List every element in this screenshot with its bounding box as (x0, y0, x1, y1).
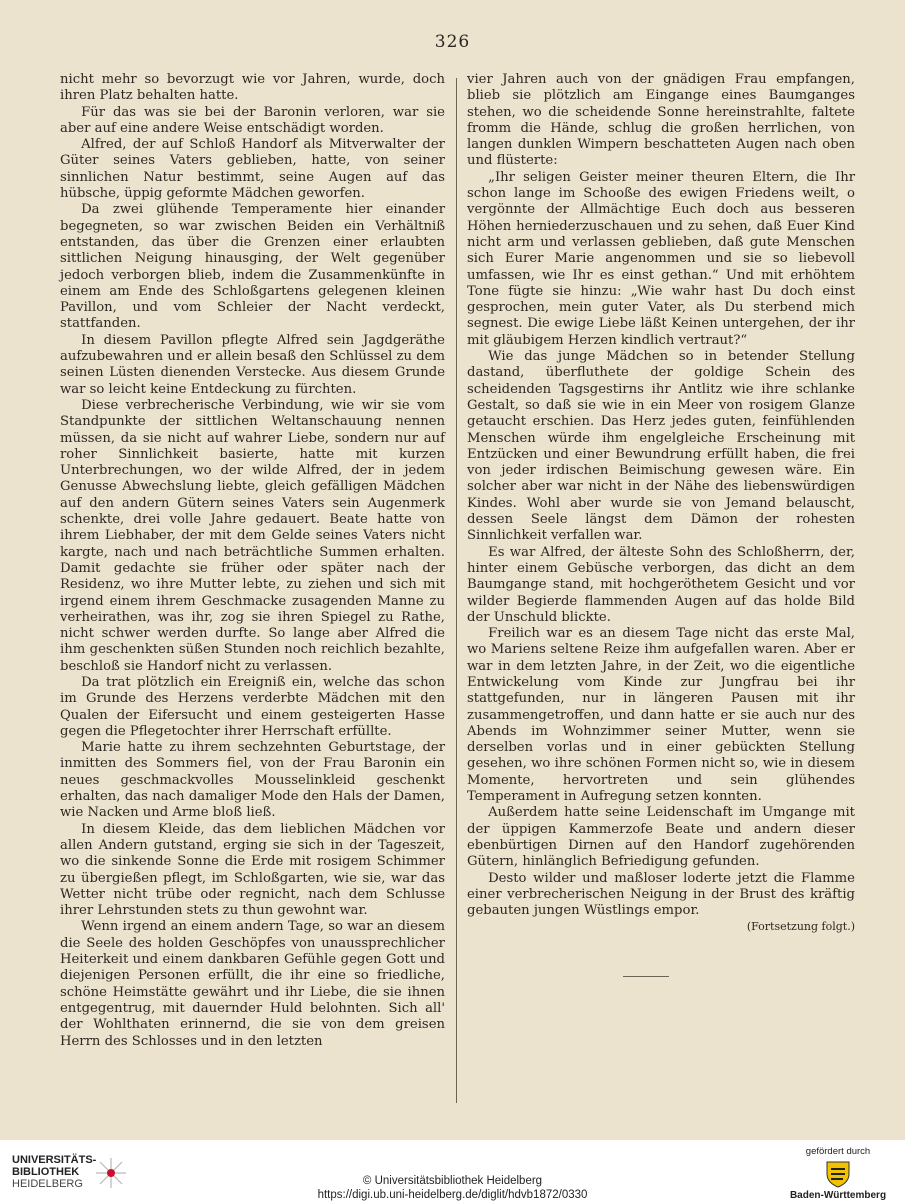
paragraph: Marie hatte zu ihrem sechzehnten Geburtstage, der inmitten des Sommers fiel, von der Frau Baronin ein neues geschmackvolles Mousselinkleid geschenkt erhalten, das nach damaliger Mode den Hals der Damen, wie Nacken und Arme bloß ließ. (60, 740, 445, 821)
paragraph: Für das was sie bei der Baronin verloren, war sie aber auf eine andere Weise entschädigt worden. (60, 104, 445, 136)
paragraph: nicht mehr so bevorzugt wie vor Jahren, wurde, doch ihren Platz behalten hatte. (60, 72, 445, 104)
paragraph: In diesem Kleide, das dem lieblichen Mädchen vor allen Andern gutstand, erging sie sich in der Tageszeit, wo die sinkende Sonne die Erde mit rosigem Schimmer zu übergießen pflegt, im Schloßgarten, wie sie, war das Wetter nicht trübe oder regnicht, nach dem Schlusse ihrer Lehrstunden stets zu thun gewohnt war. (60, 821, 445, 919)
footer-bar (0, 1140, 905, 1204)
copyright-text: © Universitätsbibliothek Heidelberg (362, 1175, 543, 1187)
state-crest-icon (825, 1160, 851, 1188)
source-url-link[interactable]: https://digi.ub.uni-heidelberg.de/diglit/hdvb1872/0330 (317, 1189, 588, 1201)
paragraph: Außerdem hatte seine Leidenschaft im Umgange mit der üppigen Kammerzofe Beate und andern dieser ebenbürtigen Dirnen auf den Handorf zugehörenden Gütern, hinlänglich Befriedigung gefunden. (467, 805, 855, 870)
sponsor-block[interactable] (783, 1146, 893, 1201)
paragraph: Wenn irgend an einem andern Tage, so war an diesem die Seele des holden Geschöpfes von unaussprechlicher Heiterkeit und einem dankbaren Gefühle gegen Gott und diejenigen Personen erfüllt, die ihr eine so friedliche, schöne Heimstätte gewährt und ihr Liebe, die sie ihnen entgegentrug, mit dauernder Huld belohnten. Sich all' der Wohlthaten erinnernd, die sie von dem greisen Herrn des Schlosses und in den letzten (60, 919, 445, 1049)
paragraph: vier Jahren auch von der gnädigen Frau empfangen, blieb sie plötzlich am Eingange eines Baumganges stehen, wo die scheidende Sonne hereinstrahlte, faltete fromm die Hände, schlug die großen herrlichen, von langen dunklen Wimpern beschatteten Augen nach oben und flüsterte: (467, 72, 855, 169)
paragraph: Alfred, der auf Schloß Handorf als Mitverwalter der Güter seines Vaters geblieben, hatte, von seiner sinnlichen Natur bestimmt, seine Augen auf das hübsche, üppig geformte Mädchen geworfen. (60, 137, 445, 202)
end-rule (623, 976, 669, 977)
library-name-line: UNIVERSITÄTS- (12, 1154, 97, 1166)
paragraph: Da trat plötzlich ein Ereigniß ein, welche das schon im Grunde des Herzens verderbte Mädchen mit den Qualen der Eifersucht und einem gesteigerten Hasse gegen die Pflegetochter ihrer Herrschaft erfüllte. (60, 674, 445, 739)
library-name-line: HEIDELBERG (12, 1178, 83, 1190)
paragraph: Diese verbrecherische Verbindung, wie wir sie vom Standpunkte der sittlichen Weltanschauung nennen müssen, da sie nicht auf wahrer Liebe, sondern nur auf roher Sinnlichkeit basierte, hatte mit kurzen Unterbrechungen, wo der wilde Alfred, der in jedem Genusse Abwechslung liebte, gleich gefälligen Mädchen auf den andern Gütern seines Vaters sein Augenmerk schenkte, drei volle Jahre gedauert. Beate hatte von ihrem Liebhaber, der mit dem Gelde seines Vaters nicht kargte, nach und nach beträchtliche Summen erhalten. Damit gedachte sie früher oder später nach der Residenz, wo ihre Mutter lebte, zu ziehen und sich mit irgend einem ihrem Geschmacke zusagenden Manne zu verheirathen, was ihr, zog sie ihren Spiegel zu Rathe, nicht schwer werden durfte. So lange aber Alfred die ihm geschenkten süßen Stunden noch reichlich bezahlte, beschloß sie Handorf nicht zu verlassen. (60, 397, 445, 674)
sponsor-name: Baden-Württemberg (789, 1190, 887, 1201)
sponsor-label: gefördert durch (805, 1146, 871, 1157)
continued-note: (Fortsetzung folgt.) (746, 920, 855, 934)
copyright-block (0, 1174, 905, 1202)
paragraph: Desto wilder und maßloser loderte jetzt die Flamme einer verbrecherischen Neigung in der Brust des kräftig gebauten jungen Wüstlings empor. (467, 870, 855, 919)
paragraph: Freilich war es an diesem Tage nicht das erste Mal, wo Mariens seltene Reize ihm aufgefallen waren. Aber er war in dem letzten Jahre, in der Zeit, wo die eigentliche Entwickelung vom Kinde zur Jungfrau bei ihr stattgefunden, nur in längeren Pausen mit ihr zusammengetroffen, und dann hatte er sie auch nur des Abends im Wohnzimmer seiner Mutter, wenn sie derselben vorlas und in einer gebückten Stellung gesehen, wo ihre schönen Formen nicht so, wie in diesem Momente, hervortreten und sein glühendes Temperament in Aufregung setzen konnten. (467, 626, 855, 805)
page-number: 326 (434, 32, 471, 52)
paragraph: In diesem Pavillon pflegte Alfred sein Jagdgeräthe aufzubewahren und er allein besaß den Schlüssel zu dem seinen Lüsten dienenden Verstecke. Aus diesem Grunde war so leicht keine Entdeckung zu fürchten. (60, 332, 445, 397)
paragraph: Es war Alfred, der älteste Sohn des Schloßherrn, der, hinter einem Gebüsche verborgen, das dicht an dem Baumgange stand, mit hochgeröthetem Gesicht und vor wilder Begierde flammenden Augen auf das holde Bild der Unschuld blickte. (467, 544, 855, 625)
paragraph: Da zwei glühende Temperamente hier einander begegneten, so war zwischen Beiden ein Verhältniß entstanden, das über die Grenzen einer erlaubten sittlichen Neigung hinausging, der Welt gegenüber jedoch verborgen blieb, indem die Zusammenkünfte in einem am Ende des Schloßgartens gelegenen kleinen Pavillon, und vom Schleier der Nacht verdeckt, stattfanden. (60, 202, 445, 332)
column-divider (456, 78, 457, 1103)
paragraph: Wie das junge Mädchen so in betender Stellung dastand, überfluthete der goldige Schein des scheidenden Tagsgestirns ihr Antlitz wie ihre schlanke Gestalt, so daß sie wie in ein Meer von rosigem Glanze getaucht erschien. Das Herz jedes guten, feinfühlenden Menschen würde ihm engelgleiche Erscheinung mit Entzücken und einer Bewundrung erfüllt haben, die frei von jeder irdischen Beimischung gewesen wäre. Ein solcher aber war nicht in der Nähe des liebenswürdigen Kindes. Wohl aber wurde sie von Jemand belauscht, dessen Seele längst dem Dämon der rohesten Sinnlichkeit verfallen war. (467, 349, 855, 544)
right-column (467, 72, 855, 977)
library-name-line: BIBLIOTHEK (12, 1166, 80, 1178)
paragraph: „Ihr seligen Geister meiner theuren Eltern, die Ihr schon lange im Schooße des ewigen Friedens weilt, o vergönnte der Allmächtige Euch doch aus besseren Höhen herniederzuschauen und zu sehen, daß Euer Kind nicht arm und verlassen geblieben, daß gute Menschen sich Eurer Marie angenommen und sie so liebevoll umfassen, wie Ihr es einst gethan.“ Und mit erhöhtem Tone fügte sie hinzu: „Wie wahr hast Du doch einst gesprochen, mein guter Vater, als Du sterbend mich segnest. Die ewige Liebe läßt Keinen untergehen, der ihr mit gläubigem Herzen kindlich vertraut?“ (467, 169, 855, 348)
left-column (60, 72, 445, 1050)
